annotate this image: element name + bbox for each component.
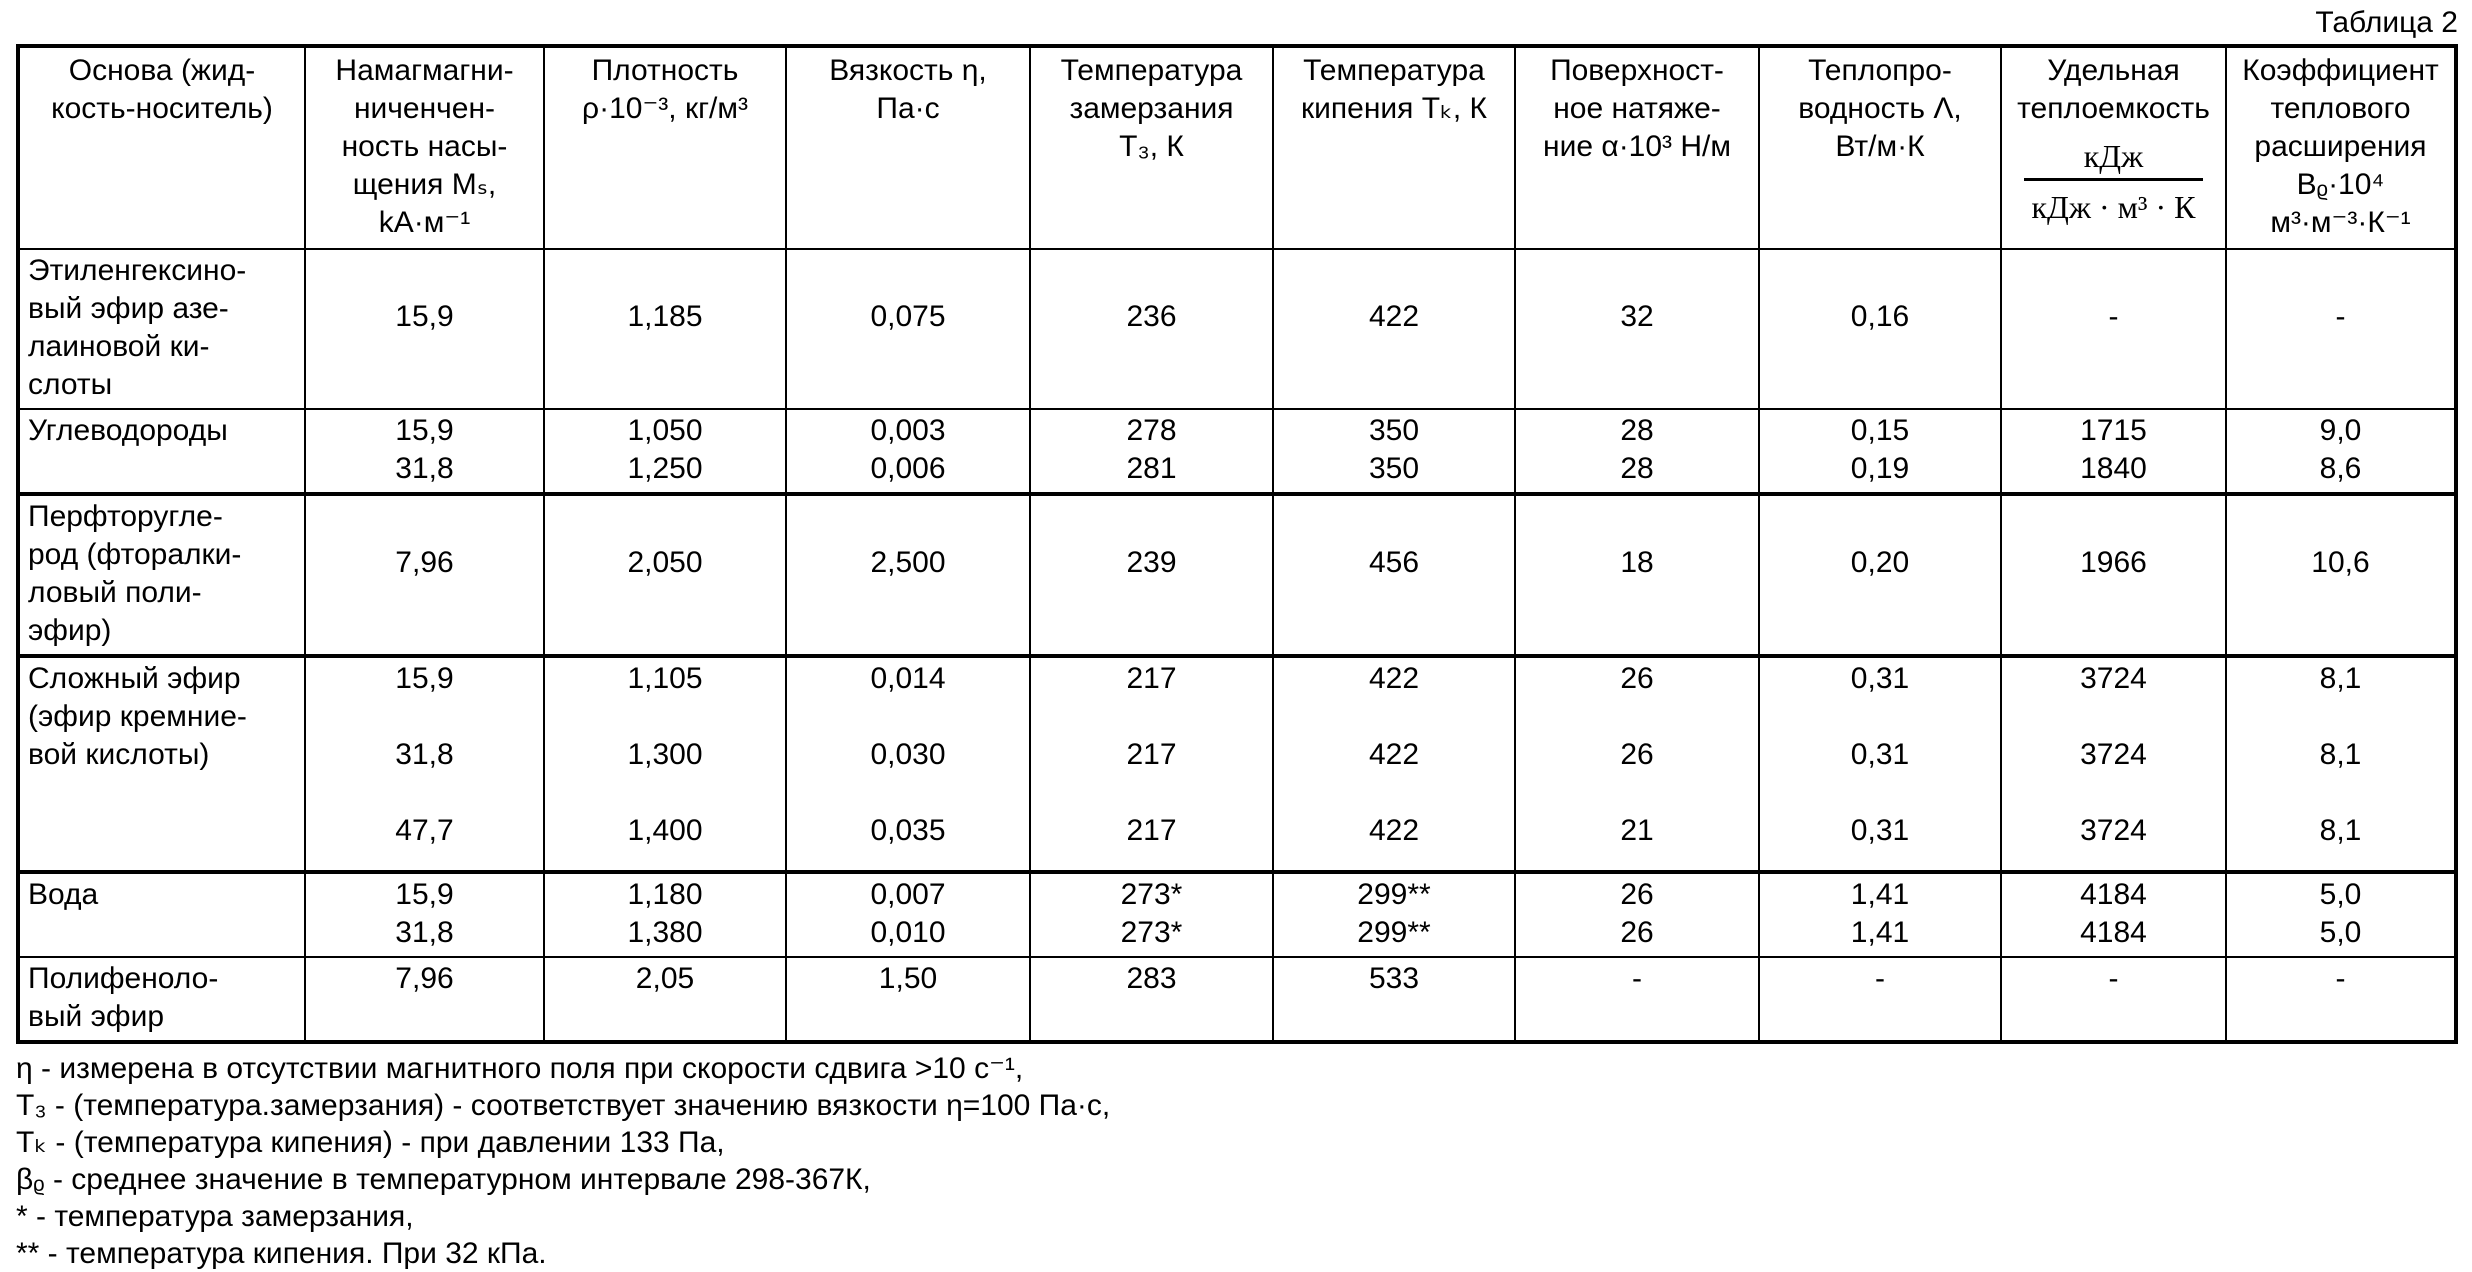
value-cell: 26 26 [1515, 872, 1759, 957]
value-cell: - [2226, 249, 2456, 409]
value-cell: 4184 4184 [2001, 872, 2226, 957]
value-cell: 32 [1515, 249, 1759, 409]
value-cell: 15,9 31,8 47,7 [305, 656, 544, 872]
value-cell: 7,96 [305, 957, 544, 1042]
value-cell: 1,105 1,300 1,400 [544, 656, 786, 872]
value-cell: 9,0 8,6 [2226, 409, 2456, 494]
header-cell-freezing-temp [1030, 46, 1273, 249]
value-cell: 1,50 [786, 957, 1030, 1042]
value-cell: - [1515, 957, 1759, 1042]
value-cell: 0,20 [1759, 494, 2001, 656]
header-cell-thermal-expansion [2226, 46, 2456, 249]
value-cell: 0,16 [1759, 249, 2001, 409]
value-cell: 28 28 [1515, 409, 1759, 494]
value-cell: 0,15 0,19 [1759, 409, 2001, 494]
footnote-line: η - измерена в отсутствии магнитного поля при скорости сдвига >10 с⁻¹, [16, 1052, 1024, 1085]
value-cell: 299** 299** [1273, 872, 1515, 957]
table-row [18, 656, 2456, 872]
table-row [18, 409, 2456, 494]
value-cell: 2,500 [786, 494, 1030, 656]
row-name-cell: Вода [18, 872, 305, 957]
value-cell: 422 [1273, 249, 1515, 409]
value-cell: 26 26 21 [1515, 656, 1759, 872]
header-label: Основа (жид- кость-носитель) [51, 54, 273, 125]
value-cell: 0,075 [786, 249, 1030, 409]
value-cell: 7,96 [305, 494, 544, 656]
value-cell: 273* 273* [1030, 872, 1273, 957]
footnote-line: Тₖ - (температура кипения) - при давлении 133 Па, [16, 1126, 725, 1159]
table-header [18, 46, 2456, 249]
table-row [18, 249, 2456, 409]
value-cell: 278 281 [1030, 409, 1273, 494]
value-cell: 2,05 [544, 957, 786, 1042]
value-cell: 15,9 [305, 249, 544, 409]
value-cell: 1,050 1,250 [544, 409, 786, 494]
row-name-cell: Полифеноло- вый эфир [18, 957, 305, 1042]
header-label: Удельная теплоемкость [2017, 54, 2210, 125]
footnote-line: ** - температура кипения. При 32 кПа. [16, 1237, 547, 1270]
value-cell: 5,0 5,0 [2226, 872, 2456, 957]
value-cell: 1,41 1,41 [1759, 872, 2001, 957]
value-cell: 1715 1840 [2001, 409, 2226, 494]
header-label: Теплопро- водность Λ, Вт/м·К [1798, 54, 1962, 163]
footnote-line: βᵨ - среднее значение в температурном интервале 298-367К, [16, 1163, 871, 1196]
value-cell: 8,1 8,1 8,1 [2226, 656, 2456, 872]
row-name-cell: Сложный эфир (эфир кремние- вой кислоты) [18, 656, 305, 872]
table-header-row [18, 46, 2456, 249]
header-label: Вязкость η, Па·с [829, 54, 987, 125]
header-cell-density [544, 46, 786, 249]
value-cell: - [2226, 957, 2456, 1042]
header-cell-boiling-temp [1273, 46, 1515, 249]
footnote-line: Т₃ - (температура.замерзания) - соответствует значению вязкости η=100 Па·с, [16, 1089, 1111, 1122]
value-cell: 18 [1515, 494, 1759, 656]
header-cell-thermal-conductivity [1759, 46, 2001, 249]
footnotes [16, 1050, 2472, 1272]
header-label: Поверхност- ное натяже- ние α·10³ Н/м [1543, 54, 1731, 163]
value-cell: 350 350 [1273, 409, 1515, 494]
value-cell: 217 217 217 [1030, 656, 1273, 872]
value-cell: - [2001, 249, 2226, 409]
value-cell: 10,6 [2226, 494, 2456, 656]
row-name-cell: Этиленгексино- вый эфир азе- лаиновой ки- слоты [18, 249, 305, 409]
header-cell-magnetization [305, 46, 544, 249]
value-cell: 15,9 31,8 [305, 872, 544, 957]
header-label: Температура замерзания Т₃, К [1060, 54, 1243, 163]
value-cell: 283 [1030, 957, 1273, 1042]
table-row [18, 494, 2456, 656]
header-label: Температура кипения Тₖ, К [1301, 54, 1487, 125]
table-row [18, 957, 2456, 1042]
value-cell: - [1759, 957, 2001, 1042]
specific-heat-units-fraction [2024, 136, 2204, 227]
header-label: Коэффициент теплового расширения Вᵨ·10⁴ м³·м⁻³·К⁻¹ [2242, 54, 2439, 239]
value-cell: 1966 [2001, 494, 2226, 656]
value-cell: 239 [1030, 494, 1273, 656]
value-cell: 0,003 0,006 [786, 409, 1030, 494]
table-row [18, 872, 2456, 957]
fraction-denominator: кДж · м³ · К [2031, 189, 2196, 225]
table-caption: Таблица 2 [2315, 6, 2458, 39]
header-cell-surface-tension [1515, 46, 1759, 249]
header-cell-viscosity [786, 46, 1030, 249]
header-cell-base-liquid [18, 46, 305, 249]
header-label: Намагмагни- ниченчен- ность насы- щения Мₛ, kА·м⁻¹ [335, 54, 514, 239]
header-label: Плотность ρ·10⁻³, кг/м³ [582, 54, 748, 125]
footnote-line: * - температура замерзания, [16, 1200, 414, 1233]
properties-table [16, 44, 2458, 1044]
table-body [18, 249, 2456, 1042]
value-cell: 1,180 1,380 [544, 872, 786, 957]
value-cell: - [2001, 957, 2226, 1042]
row-name-cell: Углеводороды [18, 409, 305, 494]
value-cell: 0,31 0,31 0,31 [1759, 656, 2001, 872]
value-cell: 15,9 31,8 [305, 409, 544, 494]
value-cell: 0,014 0,030 0,035 [786, 656, 1030, 872]
header-cell-specific-heat [2001, 46, 2226, 249]
value-cell: 0,007 0,010 [786, 872, 1030, 957]
value-cell: 2,050 [544, 494, 786, 656]
value-cell: 3724 3724 3724 [2001, 656, 2226, 872]
value-cell: 236 [1030, 249, 1273, 409]
row-name-cell: Перфторугле- род (фторалки- ловый поли- эфир) [18, 494, 305, 656]
value-cell: 533 [1273, 957, 1515, 1042]
value-cell: 422 422 422 [1273, 656, 1515, 872]
fraction-numerator: кДж [2024, 136, 2204, 181]
value-cell: 456 [1273, 494, 1515, 656]
value-cell: 1,185 [544, 249, 786, 409]
